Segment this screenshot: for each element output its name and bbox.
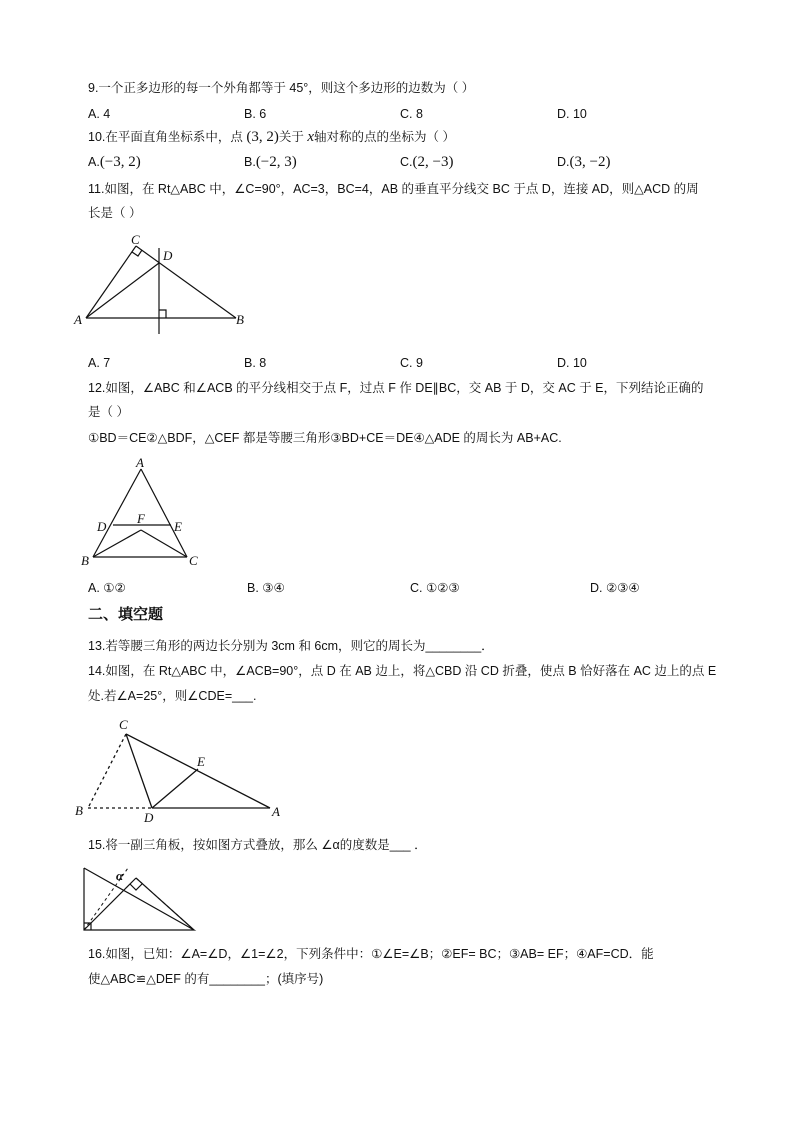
q10-option-a: A.(−3, 2): [88, 154, 141, 170]
q11-option-d: D. 10: [557, 356, 587, 370]
q16-stem-line1: 16.如图，已知：∠A=∠D，∠1=∠2，下列条件中：①∠E=∠B；②EF= BC；③AB= EF；④AF=CD．能: [88, 947, 654, 961]
q10-option-b: B.(−2, 3): [244, 154, 297, 170]
q9-option-b: B. 6: [244, 107, 267, 121]
q12-option-a: A. ①②: [88, 581, 126, 595]
q11-option-a: A. 7: [88, 356, 111, 370]
q10-option-d: D.(3, −2): [557, 154, 611, 170]
q12-label-c: C: [189, 553, 198, 568]
q10-axis: x: [307, 129, 315, 145]
q9-stem: 9.一个正多边形的每一个外角都等于 45°，则这个多边形的边数为（ ）: [88, 81, 475, 95]
q11-label-d: D: [163, 248, 173, 263]
q12-option-c: C. ①②③: [410, 581, 460, 595]
q14-figure: [70, 712, 290, 824]
q12-stem-line1: 12.如图，∠ABC 和∠ACB 的平分线相交于点 F，过点 F 作 DE∥BC，交 AB 于 D，交 AC 于 E，下列结论正确的: [88, 381, 704, 395]
q12-label-f: F: [137, 511, 145, 526]
q15-figure: [78, 862, 198, 934]
q14-label-d: D: [144, 810, 154, 824]
q12-label-e: E: [174, 519, 182, 534]
q16-stem-line2: 使△ABC≌△DEF 的有________；(填序号): [88, 972, 324, 986]
q14-stem-line2: 处.若∠A=25°，则∠CDE=___.: [88, 689, 257, 703]
q9-option-d: D. 10: [557, 107, 587, 121]
q11-stem-line1: 11.如图，在 Rt△ABC 中，∠C=90°，AC=3，BC=4，AB 的垂直平分线交 BC 于点 D，连接 AD，则△ACD 的周: [88, 182, 699, 196]
q12-option-b: B. ③④: [247, 581, 285, 595]
q10-option-c: C.(2, −3): [400, 154, 454, 170]
q10-point: (3, 2): [246, 129, 279, 145]
q11-figure: [70, 230, 260, 340]
q11-option-c: C. 9: [400, 356, 423, 370]
q12-label-a: A: [136, 455, 144, 470]
q11-label-c: C: [131, 232, 140, 247]
q9-option-c: C. 8: [400, 107, 423, 121]
q11-label-b: B: [236, 312, 244, 327]
q14-label-c: C: [119, 717, 128, 732]
q14-label-b: B: [75, 803, 83, 818]
q14-stem-line1: 14.如图，在 Rt△ABC 中，∠ACB=90°，点 D 在 AB 边上，将△CBD 沿 CD 折叠，使点 B 恰好落在 AC 边上的点 E: [88, 664, 717, 678]
q12-stem-line3: ①BD＝CE②△BDF，△CEF 都是等腰三角形③BD+CE＝DE④△ADE 的周长为 AB+AC.: [88, 431, 562, 445]
q11-label-a: A: [74, 312, 82, 327]
q12-option-d: D. ②③④: [590, 581, 640, 595]
q14-label-a: A: [272, 804, 280, 819]
q12-stem-line2: 是（ ）: [88, 405, 129, 419]
q11-stem-line2: 长是（ ）: [88, 206, 142, 220]
q12-figure: [75, 453, 210, 573]
q15-stem: 15.将一副三角板，按如图方式叠放，那么 ∠α的度数是___ ．: [88, 838, 427, 852]
q10-stem: 10.在平面直角坐标系中，点 (3, 2)关于 x轴对称的点的坐标为（ ）: [88, 129, 455, 145]
q11-option-b: B. 8: [244, 356, 267, 370]
section-heading: 二、填空题: [88, 606, 164, 623]
q13-stem: 13.若等腰三角形的两边长分别为 3cm 和 6cm，则它的周长为________．: [88, 639, 494, 653]
q14-label-e: E: [197, 754, 205, 769]
q9-option-a: A. 4: [88, 107, 111, 121]
q15-alpha-label: α: [116, 868, 124, 883]
q12-label-b: B: [81, 553, 89, 568]
q12-label-d: D: [97, 519, 107, 534]
